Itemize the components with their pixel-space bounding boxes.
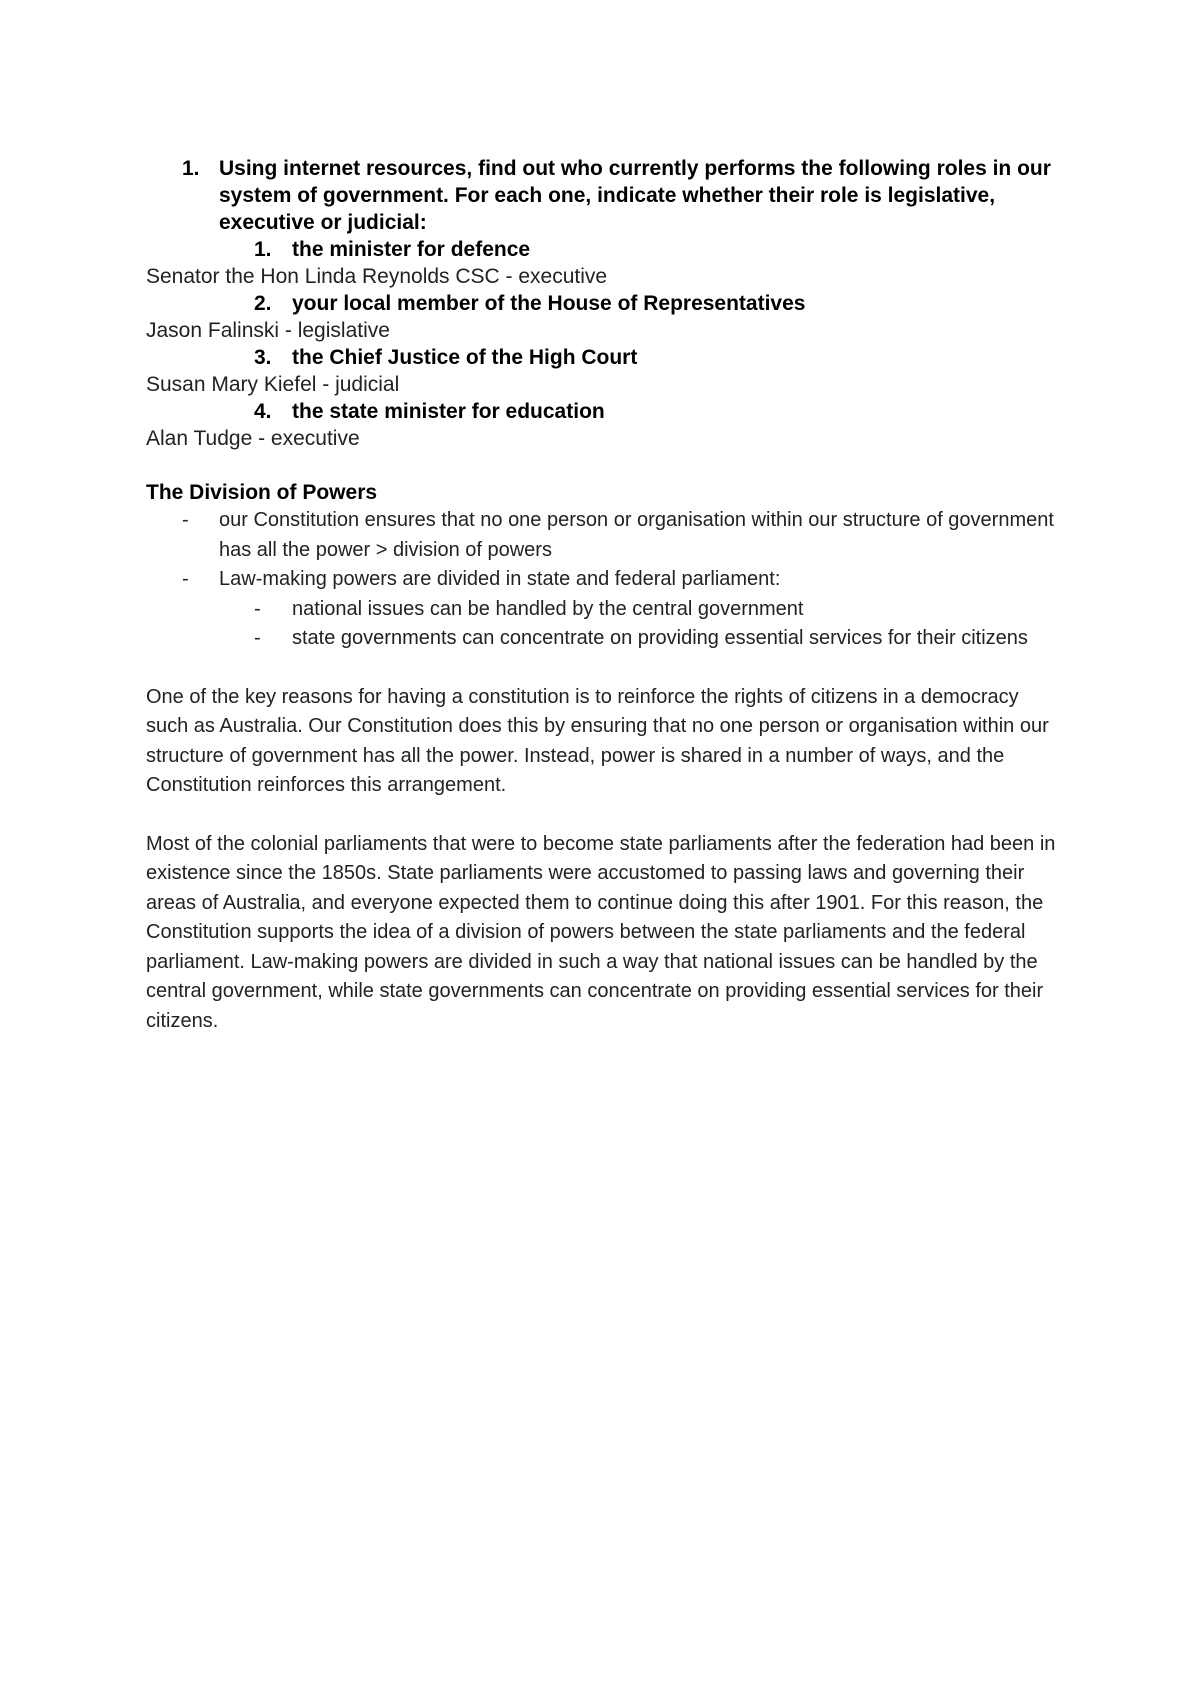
bullet-dash: - <box>182 509 189 531</box>
question-item-4 <box>146 398 1066 425</box>
question-item-3 <box>146 344 1066 371</box>
sub-bullet-item <box>146 624 1066 654</box>
question-item-1 <box>146 236 1066 263</box>
answer-1: Senator the Hon Linda Reynolds CSC - executive <box>146 265 608 288</box>
bullet-text: our Constitution ensures that no one person or organisation within our structure of government has all the power > division of powers <box>219 509 1054 561</box>
sub-bullet-text: national issues can be handled by the central government <box>292 597 804 620</box>
question-item-number: 3. <box>254 346 272 369</box>
question-text: Using internet resources, find out who currently performs the following roles in our system of government. For each one, indicate whether their role is legislative, executive or judicial: <box>219 157 1051 234</box>
question-number: 1. <box>182 157 200 180</box>
document-content <box>146 155 1066 1056</box>
bullet-dash: - <box>254 627 261 649</box>
bullet-item <box>146 506 1066 565</box>
question-item-2 <box>146 290 1066 317</box>
sub-bullet-item <box>146 595 1066 625</box>
question-item-number: 2. <box>254 292 272 315</box>
bullet-dash: - <box>182 568 189 590</box>
question-item-label: the state minister for education <box>292 400 605 423</box>
question-1 <box>146 155 1066 236</box>
bullet-text: Law-making powers are divided in state and federal parliament: <box>219 568 781 590</box>
paragraph: One of the key reasons for having a constitution is to reinforce the rights of citizens in a democracy such as Australia. Our Constitution does this by ensuring that no one person or organisation within our structure of government has all the power. Instead, power is shared in a number of ways, and the Constitution reinforces this arrangement. <box>146 685 1049 796</box>
sub-bullet-text: state governments can concentrate on providing essential services for their citizens <box>292 627 1028 649</box>
bullet-dash: - <box>254 597 261 620</box>
answer-4: Alan Tudge - executive <box>146 427 360 450</box>
answer-3: Susan Mary Kiefel - judicial <box>146 373 400 396</box>
question-item-number: 1. <box>254 238 272 261</box>
question-item-label: the minister for defence <box>292 238 531 261</box>
question-item-label: your local member of the House of Representatives <box>292 292 806 315</box>
bullet-item <box>146 565 1066 595</box>
section-heading: The Division of Powers <box>146 481 378 504</box>
question-item-number: 4. <box>254 400 272 423</box>
question-item-label: the Chief Justice of the High Court <box>292 346 638 369</box>
answer-2: Jason Falinski - legislative <box>146 319 390 342</box>
paragraph: Most of the colonial parliaments that were to become state parliaments after the federation had been in existence since the 1850s. State parliaments were accustomed to passing laws and governing their areas of Australia, and everyone expected them to continue doing this after 1901. For this reason, the Constitution supports the idea of a division of powers between the state parliaments and the federal parliament. Law-making powers are divided in such a way that national issues can be handled by the central government, while state governments can concentrate on providing essential services for their citizens. <box>146 832 1056 1032</box>
